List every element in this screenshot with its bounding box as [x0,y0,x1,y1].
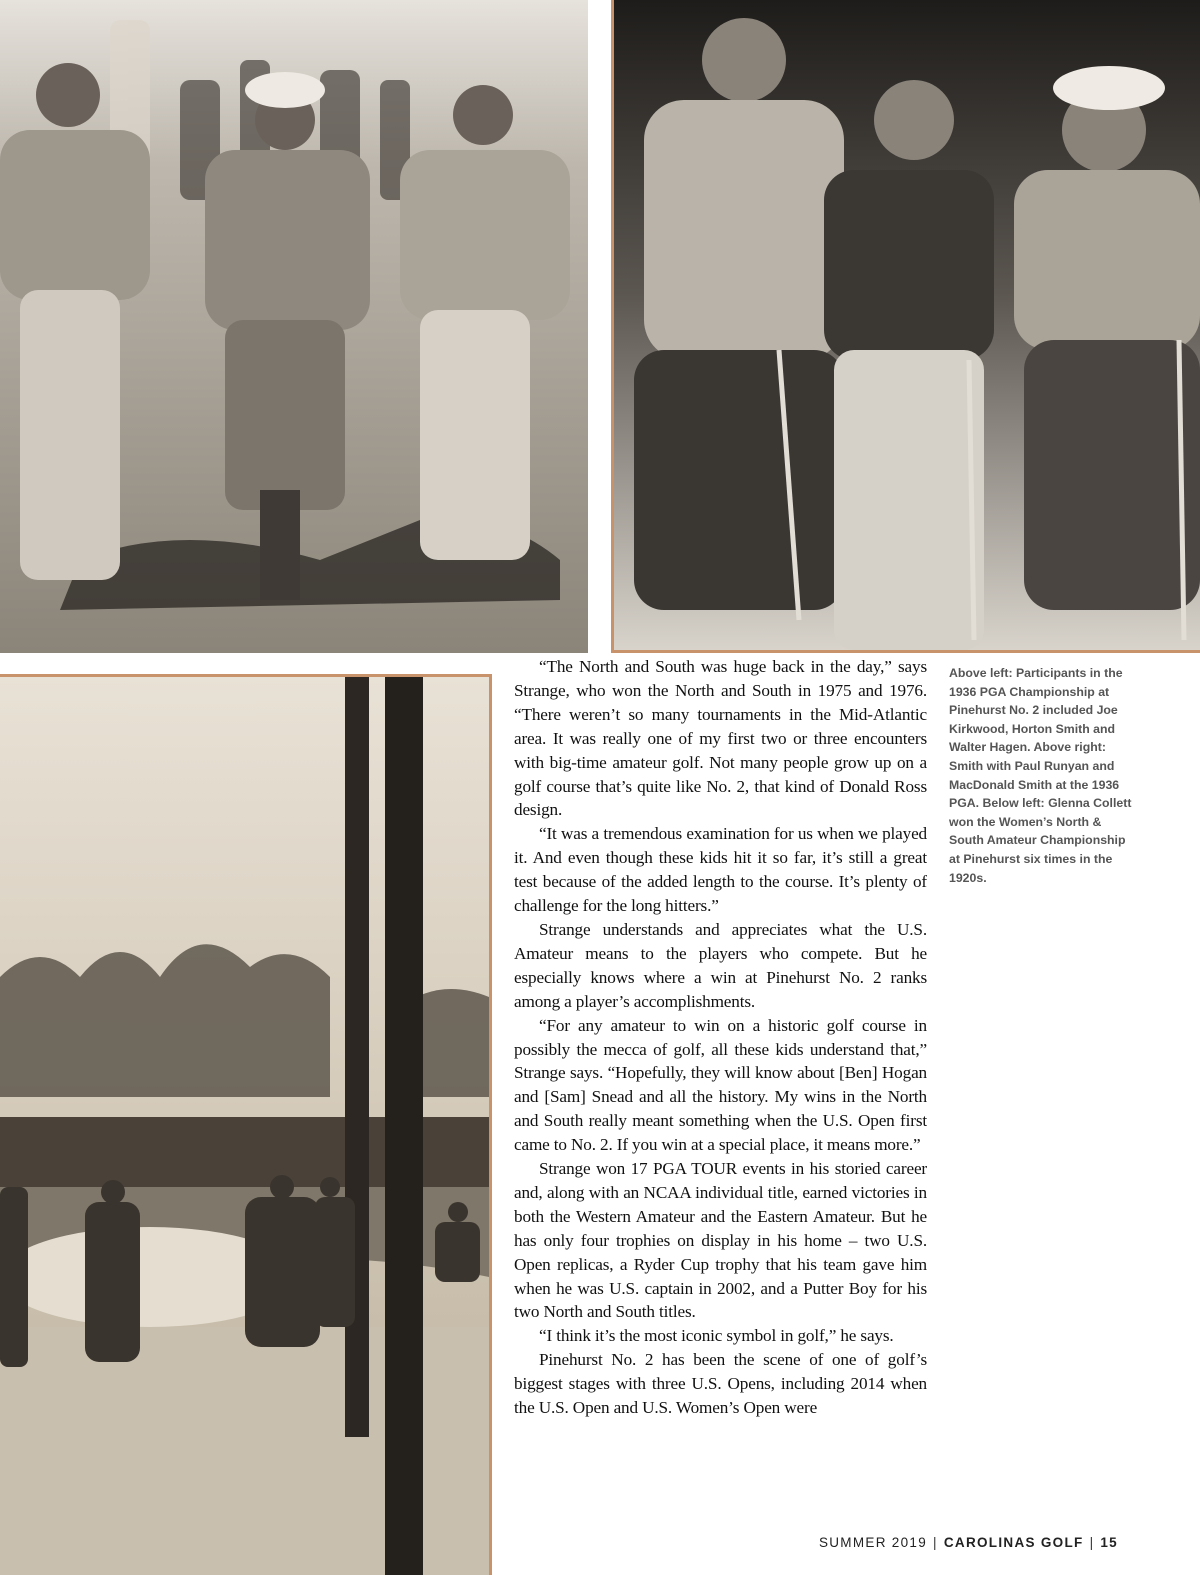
folio-issue: SUMMER 2019 [818,1535,928,1550]
article-paragraph: “I think it’s the most iconic symbol in golf,” he says. [539,1326,894,1346]
photo-golfers-posing [611,0,1200,653]
photo-golf-course-gallery-icon [0,677,489,1575]
photo-caption: Above left: Participants in the 1936 PGA Championship at Pinehurst No. 2 included Joe Kirkwood, Horton Smith and Walter Hagen. Above right: Smith with Paul Runyan and MacDonald Smith at the 1936 PGA. Below left: Glenna Collett won the Women’s North & South Amateur Championship at Pinehurst six times in the 1920s. [949,666,1132,885]
article-body [514,655,927,1515]
article-paragraph: Pinehurst No. 2 has been the scene of one of golf’s biggest stages with three U.S. Opens, including 2014 when the U.S. Open and U.S. Women’s Open were [514,1350,927,1418]
folio-magazine-name: CAROLINAS GOLF [943,1535,1084,1550]
folio-separator: | [1089,1535,1095,1550]
article-paragraph: “The North and South was huge back in the day,” says Strange, who won the North and South in 1975 and 1976. “There weren’t so many tournaments in the Mid-Atlantic area. It was really one of my first two or three encounters with big-time amateur golf. Not many people grow up on a golf course that’s quite like No. 2, that kind of Donald Ross design. [514,657,927,820]
article-paragraph: Strange understands and appreciates what the U.S. Amateur means to the players who compete. But he especially knows where a win at Pinehurst No. 2 ranks among a player’s accomplishments. [514,919,927,1011]
page-folio [819,1535,1118,1550]
photo-golfers-walking-icon [0,0,588,653]
photo-golfers-posing-icon [614,0,1200,650]
article-paragraph: “It was a tremendous examination for us when we played it. And even though these kids hit it so far, it’s still a great test because of the added length to the course. It’s plenty of challenge for the long hitters.” [514,824,927,916]
folio-page-number: 15 [1100,1535,1118,1550]
folio-separator: | [933,1535,938,1550]
photo-golf-course-gallery [0,674,492,1575]
photo-golfers-walking [0,0,588,653]
article-paragraph: “For any amateur to win on a historic golf course in possibly the mecca of golf, all these kids understand that,” Strange says. “Hopefully, they will know about [Ben] Hogan and [Sam] Snead and all the history. My wins in the North and South really meant something when the U.S. Open first came to No. 2. If you win at a special place, it means more.” [514,1015,927,1155]
article-paragraph: Strange won 17 PGA TOUR events in his storied career and, along with an NCAA individual title, earned victories in both the Western Amateur and the Eastern Amateur. But he has only four trophies on display in his home – two U.S. Open replicas, a Ryder Cup trophy that his team gave him when he was U.S. captain in 2002, and a Putter Boy for his two North and South titles. [514,1159,927,1322]
